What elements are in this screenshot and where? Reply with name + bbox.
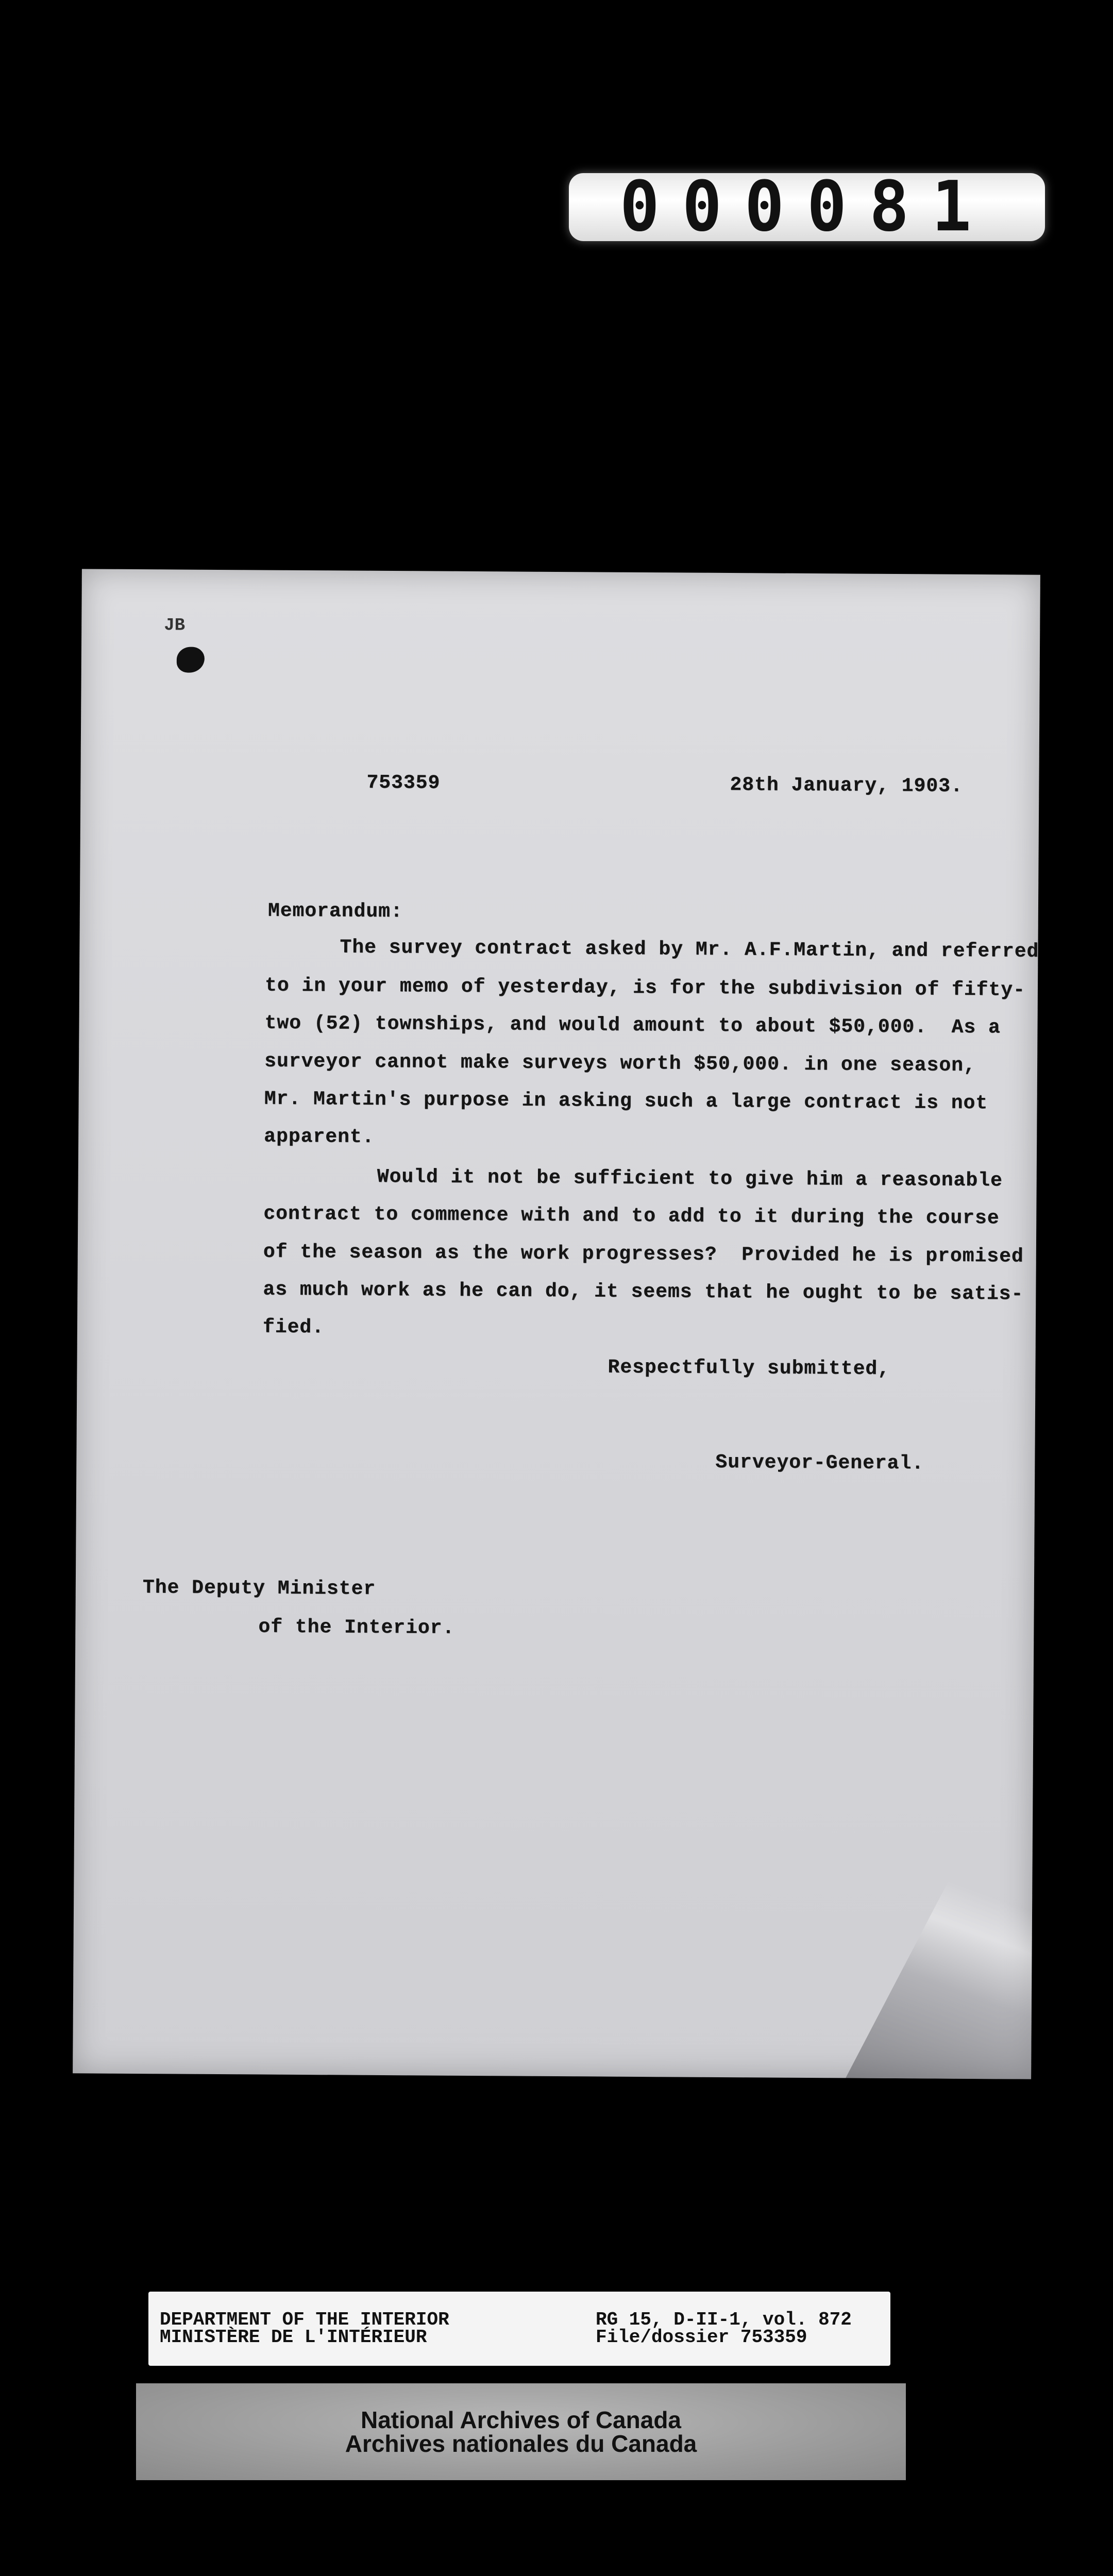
frame-number: 000081 <box>619 166 994 247</box>
memo-heading: Memorandum: <box>267 900 403 923</box>
department-en: DEPARTMENT OF THE INTERIOR <box>160 2309 449 2330</box>
para1-line: two (52) townships, and would amount to about $50,000. As a <box>264 1012 1001 1039</box>
archives-fr: Archives nationales du Canada <box>345 2430 697 2457</box>
para1-line: Mr. Martin's purpose in asking such a large contract is not <box>264 1088 988 1115</box>
ink-blot <box>177 647 205 672</box>
para2-line: of the season as the work progresses? Provided he is promised <box>263 1241 1024 1268</box>
addressee-line: of the Interior. <box>258 1616 455 1639</box>
addressee-line: The Deputy Minister <box>142 1577 376 1600</box>
archives-banner <box>136 2383 906 2480</box>
closing: Respectfully submitted, <box>608 1356 890 1380</box>
memo-date: 28th January, 1903. <box>730 774 963 798</box>
para1-line: surveyor cannot make surveys worth $50,000. in one season, <box>264 1050 976 1077</box>
memo-sheet <box>73 569 1040 2079</box>
signature: Surveyor-General. <box>715 1451 924 1475</box>
para1-line: The survey contract asked by Mr. A.F.Martin, and referred <box>340 936 1039 963</box>
file-number: 753359 <box>366 771 441 794</box>
file-dossier: File/dossier 753359 <box>596 2327 807 2348</box>
para2-line: as much work as he can do, it seems that he ought to be satis- <box>263 1278 1024 1306</box>
frame-counter <box>569 166 1045 247</box>
para2-line: Would it not be sufficient to give him a reasonable <box>377 1165 1003 1192</box>
department-names <box>160 2311 449 2346</box>
archives-en: National Archives of Canada <box>360 2406 681 2433</box>
archive-label <box>148 2292 890 2366</box>
department-fr: MINISTÈRE DE L'INTÉRIEUR <box>160 2327 427 2348</box>
page-fold <box>846 1717 1033 2079</box>
para2-line: fied. <box>262 1316 325 1339</box>
para1-line: apparent. <box>264 1125 375 1148</box>
file-reference <box>596 2311 852 2346</box>
para2-line: contract to commence with and to add to it during the course <box>263 1202 1000 1230</box>
record-group: RG 15, D-II-1, vol. 872 <box>596 2309 852 2330</box>
corner-mark: JB <box>164 616 185 636</box>
para1-line: to in your memo of yesterday, is for the subdivision of fifty- <box>264 974 1025 1002</box>
